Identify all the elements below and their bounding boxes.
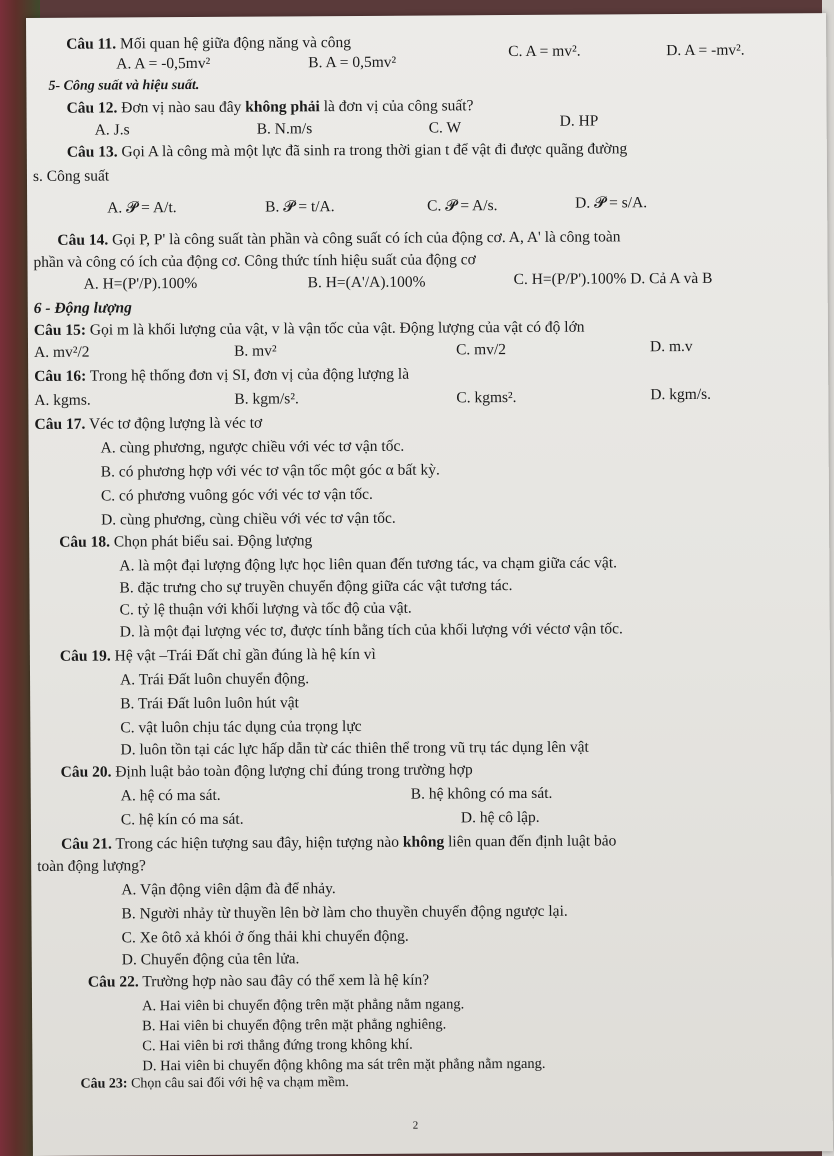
q13-option-a: A. 𝓟 = A/t.: [107, 199, 177, 217]
question-19: Câu 19. Hệ vật –Trái Đất chỉ gần đúng là hệ kín vì: [59, 645, 376, 665]
exam-page: [26, 13, 833, 1156]
q21-option-a: A. Vận động viên dậm đà để nhảy.: [121, 880, 336, 899]
q20-option-d: D. hệ cô lập.: [460, 808, 540, 827]
question-14-cont: phần và công có ích của động cơ. Công thức tính hiệu suất của động cơ: [33, 251, 476, 271]
question-11: Câu 11. Mối quan hệ giữa động năng và công: [66, 34, 352, 53]
q11-option-c: C. A = mv².: [508, 42, 581, 61]
q20-option-b: B. hệ không có ma sát.: [410, 784, 553, 803]
q12-option-a: A. J.s: [94, 121, 130, 139]
q15-option-a: A. mv²/2: [33, 343, 90, 361]
question-15: Câu 15: Gọi m là khối lượng của vật, v là vận tốc của vật. Động lượng của vật có độ lớn: [33, 318, 585, 339]
section-5-heading: 5- Công suất và hiệu suất.: [48, 77, 200, 94]
q15-option-c: C. mv/2: [455, 341, 507, 359]
q17-option-a: A. cùng phương, ngược chiều với véc tơ vận tốc.: [100, 437, 405, 457]
question-17: Câu 17. Véc tơ động lượng là véc tơ: [34, 414, 263, 433]
q12-option-c: C. W: [428, 119, 462, 137]
q19-option-d: D. luôn tồn tại các lực hấp dẫn từ các thiên thể trong vũ trụ tác dụng lên vật: [120, 738, 589, 759]
q19-option-c: C. vật luôn chịu tác dụng của trọng lực: [120, 717, 362, 737]
q15-option-b: B. mv²: [233, 342, 277, 360]
q21-option-d: D. Chuyển động của tên lửa.: [121, 950, 300, 969]
q16-option-a: A. kgms.: [34, 391, 91, 409]
q16-option-c: C. kgms².: [456, 389, 517, 407]
q17-option-c: C. có phương vuông góc với véc tơ vận tốc.: [100, 485, 373, 505]
q21-option-b: B. Người nhảy từ thuyền lên bờ làm cho thuyền chuyển động ngược lại.: [121, 902, 568, 923]
question-20: Câu 20. Định luật bảo toàn động lượng chỉ đúng trong trường hợp: [60, 761, 473, 781]
q13-option-b: B. 𝓟 = t/A.: [265, 198, 335, 216]
question-14: Câu 14. Gọi P, P' là công suất tàn phần và công suất có ích của động cơ. A, A' là công toàn: [57, 228, 621, 249]
question-22: Câu 22. Trường hợp nào sau đây có thể xem là hệ kín?: [87, 971, 430, 991]
question-16: Câu 16: Trong hệ thống đơn vị SI, đơn vị của động lượng là: [34, 365, 410, 385]
q11-option-a: A. A = -0,5mv²: [116, 54, 211, 73]
q11-option-b: B. A = 0,5mv²: [308, 53, 397, 72]
q14-option-c: C. H=(P/P').100% D. Cả A và B: [513, 269, 713, 289]
q20-option-c: C. hệ kín có ma sát.: [120, 810, 244, 829]
question-13: Câu 13. Gọi A là công mà một lực đã sinh ra trong thời gian t để vật đi được quãng đường: [66, 140, 628, 161]
q18-option-d: D. là một đại lượng véc tơ, được tính bằng tích của khối lượng với véctơ vận tốc.: [119, 620, 623, 641]
q17-option-d: D. cùng phương, cùng chiều với véc tơ vận tốc.: [101, 509, 396, 529]
q22-option-a: A. Hai viên bi chuyển động trên mặt phẳng nằm ngang.: [141, 996, 465, 1015]
q19-option-a: A. Trái Đất luôn chuyển động.: [119, 670, 310, 689]
question-23: Câu 23: Chọn câu sai đối với hệ va chạm mềm.: [80, 1075, 349, 1092]
q15-option-d: D. m.v: [649, 337, 693, 356]
question-13-cont: s. Công suất: [32, 167, 110, 185]
q18-option-b: B. đặc trưng cho sự truyền chuyển động giữa các vật tương tác.: [119, 577, 513, 597]
q18-option-a: A. là một đại lượng động lực học liên quan đến tương tác, va chạm giữa các vật.: [119, 554, 618, 575]
q11-option-d: D. A = -mv².: [666, 41, 745, 60]
q19-option-b: B. Trái Đất luôn luôn hút vật: [120, 694, 299, 713]
q12-option-b: B. N.m/s: [256, 120, 313, 138]
question-18: Câu 18. Chọn phát biểu sai. Động lượng: [59, 532, 313, 551]
q18-option-c: C. tỷ lệ thuận với khối lượng và tốc độ của vật.: [119, 599, 412, 619]
q20-option-a: A. hệ có ma sát.: [120, 786, 221, 805]
q22-option-b: B. Hai viên bi chuyển động trên mặt phẳng nghiêng.: [142, 1016, 447, 1035]
q16-option-d: D. kgm/s.: [650, 385, 712, 404]
q13-option-d: D. 𝓟 = s/A.: [575, 194, 648, 212]
q12-option-d: D. HP: [559, 112, 599, 130]
q22-option-d: D. Hai viên bi chuyển động không ma sát trên mặt phẳng nằm ngang.: [142, 1055, 546, 1075]
question-21: Câu 21. Trong các hiện tượng sau đây, hiện tượng nào không liên quan đến định luật bảo: [60, 832, 617, 853]
q14-option-b: B. H=(A'/A).100%: [307, 273, 426, 292]
page-number: 2: [412, 1119, 419, 1132]
q17-option-b: B. có phương hợp với véc tơ vận tốc một góc α bất kỳ.: [100, 461, 440, 481]
question-21-cont: toàn động lượng?: [37, 857, 146, 875]
question-12: Câu 12. Đơn vị nào sau đây không phải là đơn vị của công suất?: [66, 97, 474, 117]
q13-option-c: C. 𝓟 = A/s.: [427, 197, 498, 215]
q14-option-a: A. H=(P'/P).100%: [83, 274, 198, 293]
q21-option-c: C. Xe ôtô xả khói ở ống thải khi chuyển động.: [121, 927, 409, 947]
q22-option-c: C. Hai viên bi rơi thẳng đứng trong không khí.: [142, 1036, 413, 1055]
section-6-heading: 6 - Động lượng: [33, 299, 132, 317]
q16-option-b: B. kgm/s².: [234, 390, 299, 408]
